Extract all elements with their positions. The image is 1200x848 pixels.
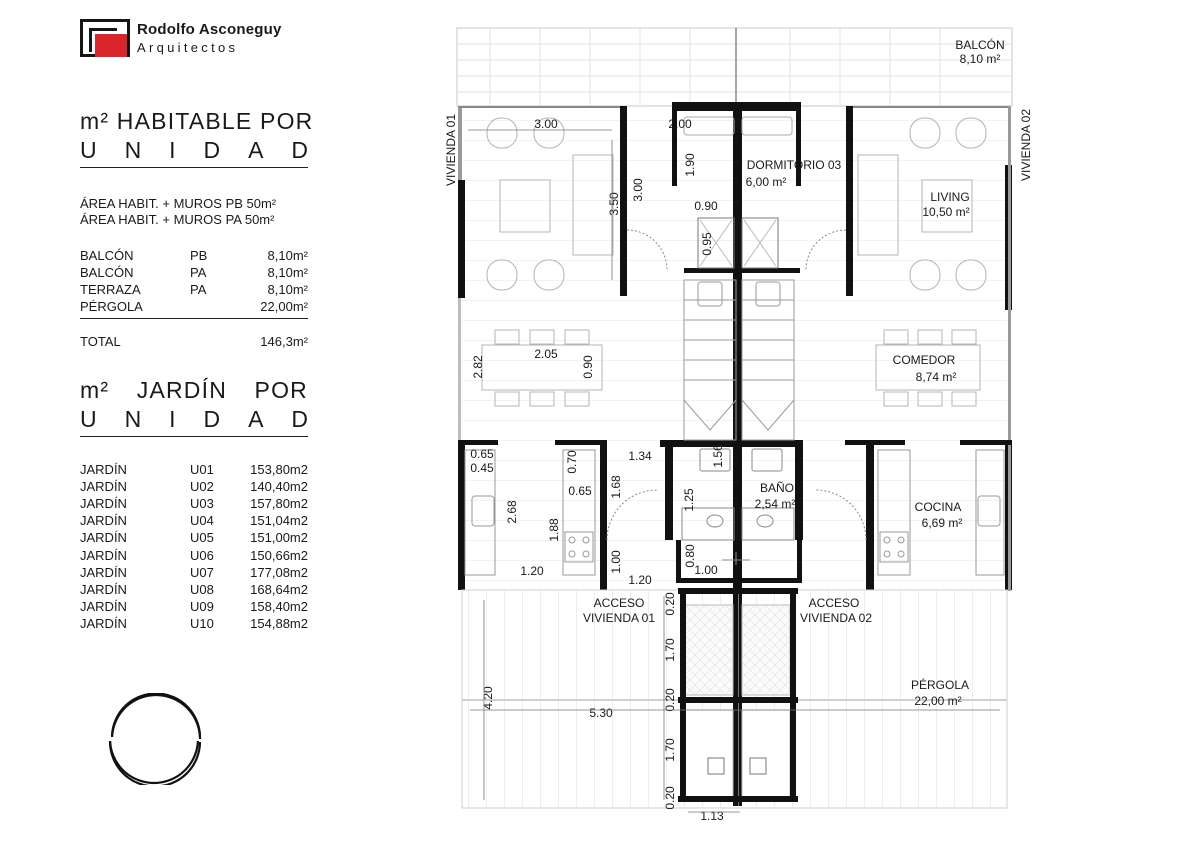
room-name-pergola: PÉRGOLA	[910, 678, 970, 692]
dim-label: 0.45	[470, 461, 494, 475]
firm-name: Rodolfo Asconeguy	[137, 21, 282, 38]
room-area-balcon: 8,10 m²	[959, 52, 1001, 66]
dim-label: 1.88	[547, 518, 561, 542]
room-name-balcon: BALCÓN	[955, 38, 1005, 52]
habitable-title: m² HABITABLE POR U N I D A D	[80, 108, 308, 168]
dim-label: 0.65	[470, 447, 494, 461]
dim-label: 0.90	[694, 199, 718, 213]
room-area-dormitorio: 6,00 m²	[745, 175, 787, 189]
access-v02-line1: ACCESO	[808, 596, 860, 610]
dim-label: 5.30	[589, 706, 613, 720]
dim-label: 0.20	[663, 592, 677, 616]
dim-label: 1.90	[683, 153, 697, 177]
room-area-living: 10,50 m²	[922, 205, 970, 219]
jardin-title: m² JARDÍN POR U N I D A D	[80, 377, 308, 437]
dim-label: 0.90	[581, 355, 595, 379]
dim-label: 1.70	[663, 638, 677, 662]
dim-label: 0.70	[565, 450, 579, 474]
dim-label: 4.20	[481, 686, 495, 710]
room-area-cocina: 6,69 m²	[921, 516, 963, 530]
access-v02-line2: VIVIENDA 02	[799, 611, 873, 625]
dim-label: 2.00	[668, 117, 692, 131]
dim-label: 1.25	[682, 488, 696, 512]
dim-label: 1.20	[520, 564, 544, 578]
jardin-title-line2: U N I D A D	[80, 406, 308, 432]
dim-label: 0.65	[568, 484, 592, 498]
dim-label: 1.70	[663, 738, 677, 762]
dim-label: 2.05	[534, 347, 558, 361]
access-v01-line1: ACCESO	[593, 596, 645, 610]
side-label-right: VIVIENDA 02	[1019, 108, 1033, 182]
dim-label: 0.20	[663, 786, 677, 810]
room-area-comedor: 8,74 m²	[915, 370, 957, 384]
room-name-living: LIVING	[930, 190, 970, 204]
dim-label: 2.68	[505, 500, 519, 524]
firm-subtitle: Arquitectos	[137, 40, 239, 55]
dim-label: 1.34	[628, 449, 652, 463]
dim-label: 3.00	[534, 117, 558, 131]
room-name-cocina: COCINA	[914, 500, 962, 514]
habitable-title-line2: U N I D A D	[80, 137, 308, 163]
dim-label: 1.68	[609, 475, 623, 499]
room-area-pergola: 22,00 m²	[914, 694, 962, 708]
dim-label: 3.50	[607, 192, 621, 216]
dim-label: 1.20	[628, 573, 652, 587]
dim-label: 3.00	[631, 178, 645, 202]
dim-label: 1.00	[694, 563, 718, 577]
dim-label: 0.80	[683, 544, 697, 568]
room-name-dormitorio: DORMITORIO 03	[746, 158, 842, 172]
dim-label: 1.56	[711, 444, 725, 468]
dim-label: 0.20	[663, 688, 677, 712]
access-v01-line2: VIVIENDA 01	[582, 611, 656, 625]
balcony-area	[457, 28, 1012, 106]
room-name-comedor: COMEDOR	[892, 353, 956, 367]
dim-label: 0.95	[700, 232, 714, 256]
dim-label: 1.00	[609, 550, 623, 574]
side-label-left: VIVIENDA 01	[444, 113, 458, 187]
room-name-bano: BAÑO	[759, 481, 795, 495]
dim-label: 1.13	[700, 809, 724, 823]
dim-label: 2.82	[471, 355, 485, 379]
room-area-bano: 2,54 m²	[754, 497, 796, 511]
